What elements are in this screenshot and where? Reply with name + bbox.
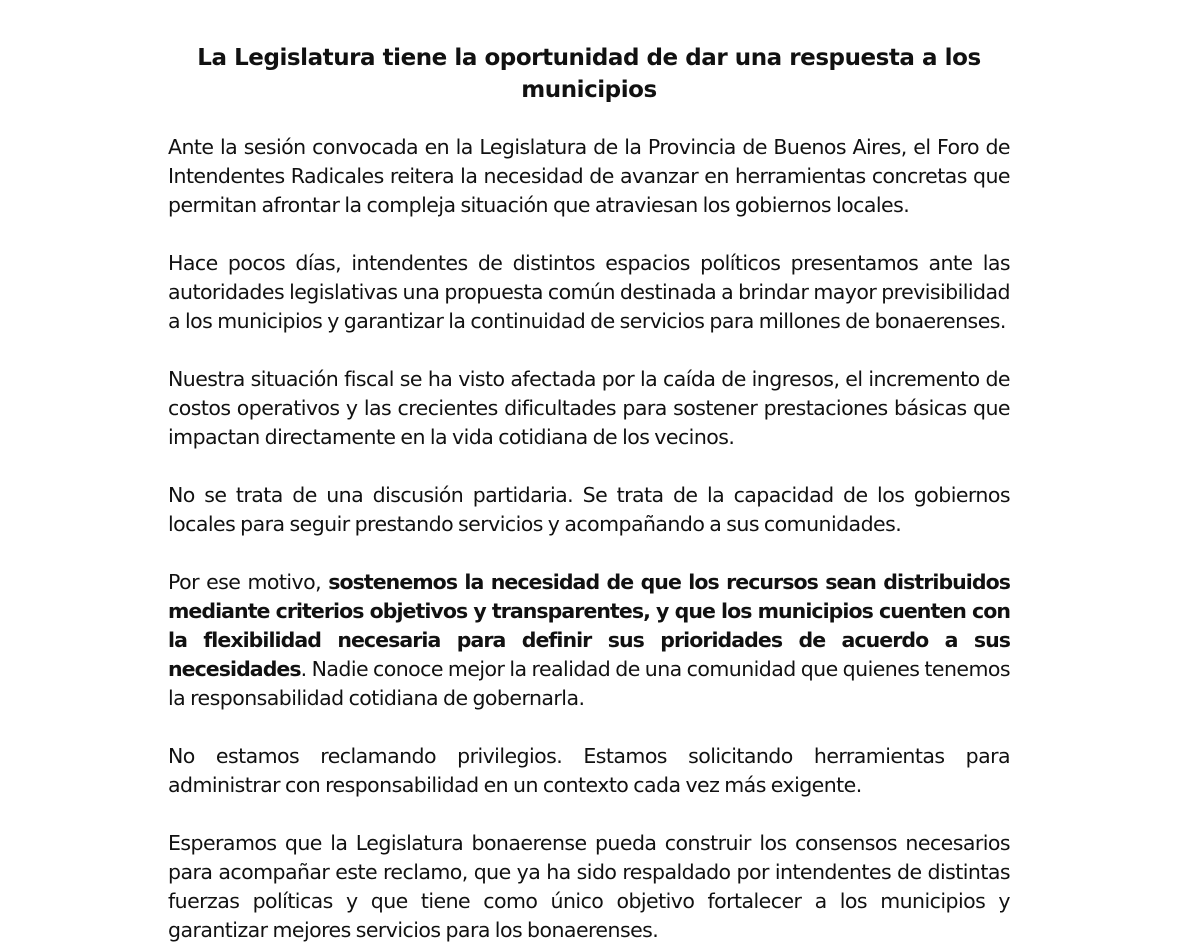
paragraph-6: No estamos reclamando privilegios. Estamos solicitando herramientas para administrar con responsabilidad en un contexto cada vez más exigente. <box>168 744 1010 797</box>
paragraph-3: Nuestra situación fiscal se ha visto afectada por la caída de ingresos, el incremento de costos operativos y las crecientes dificultades para sostener prestaciones básicas que impactan directamente en la vida cotidiana de los vecinos. <box>168 367 1010 449</box>
paragraph-7: Esperamos que la Legislatura bonaerense pueda construir los consensos necesarios para acompañar este reclamo, que ya ha sido respaldado por intendentes de distintas fuerzas políticas y que tiene como único objetivo fortalecer a los municipios y garantizar mejores servicios para los bonaerenses. <box>168 831 1010 942</box>
paragraph-5-lead: Por ese motivo, <box>168 570 329 594</box>
paragraph-4: No se trata de una discusión partidaria. Se trata de la capacidad de los gobiernos locales para seguir prestando servicios y acompañando a sus comunidades. <box>168 483 1010 536</box>
paragraph-1: Ante la sesión convocada en la Legislatura de la Provincia de Buenos Aires, el Foro de Intendentes Radicales reitera la necesidad de avanzar en herramientas concretas que permitan afrontar la compleja situación que atraviesan los gobiernos locales. <box>168 135 1010 217</box>
paragraph-5 <box>168 568 1010 713</box>
paragraph-2: Hace pocos días, intendentes de distintos espacios políticos presentamos ante las autoridades legislativas una propuesta común destinada a brindar mayor previsibilidad a los municipios y garantizar la continuidad de servicios para millones de bonaerenses. <box>168 251 1010 333</box>
paragraph-5-tail: . Nadie conoce mejor la realidad de una comunidad que quienes tenemos la responsabilidad cotidiana de gobernarla. <box>168 657 1010 710</box>
document-title: La Legislatura tiene la oportunidad de dar una respuesta a los municipios <box>197 45 981 103</box>
document <box>168 42 1010 945</box>
paragraph-5-bold-statement: sostenemos la necesidad de que los recursos sean distribuidos mediante criterios objetivos y transparentes, y que los municipios cuenten con la flexibilidad necesaria para definir sus prioridades de acuerdo a sus necesidades <box>168 570 1010 681</box>
